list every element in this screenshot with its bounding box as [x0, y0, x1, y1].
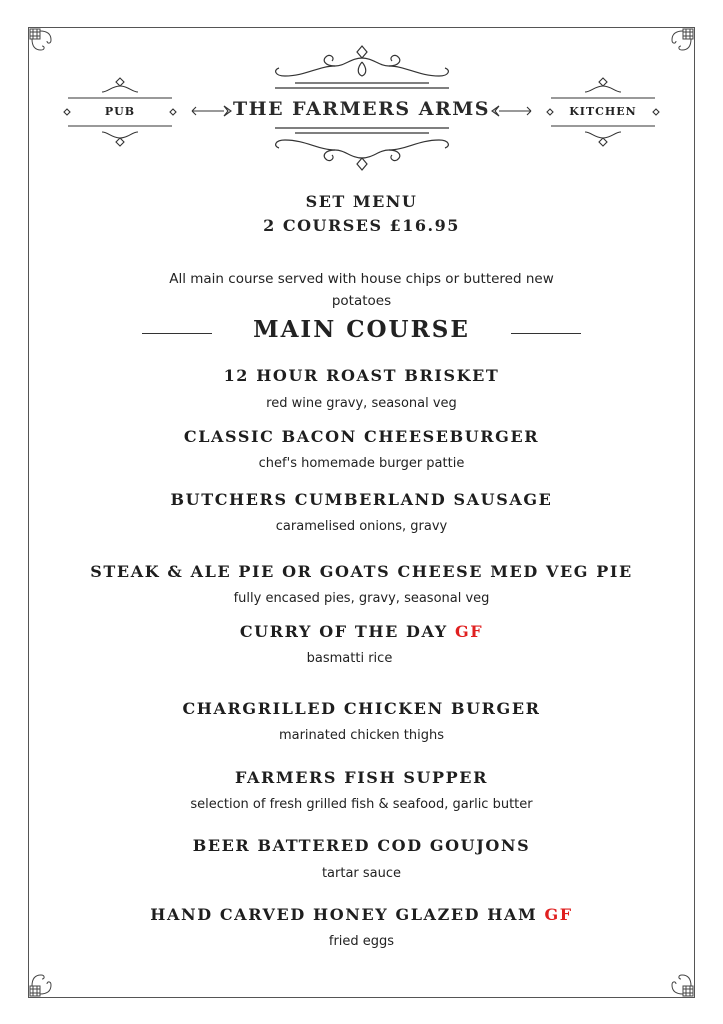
serving-note: All main course served with house chips or buttered new potatoes — [169, 271, 554, 309]
dish-name: CLASSIC BACON CHEESEBURGER — [183, 427, 540, 446]
dish-description: selection of fresh grilled fish & seafood, garlic butter — [190, 797, 533, 812]
corner-ornament-icon — [29, 971, 55, 997]
pub-name-title: THE FARMERS ARMS — [232, 98, 491, 120]
dish-name-with-tag — [0, 622, 723, 641]
corner-ornament-icon — [29, 28, 55, 54]
dish-name: CHARGRILLED CHICKEN BURGER — [182, 699, 541, 718]
corner-ornament-icon — [668, 971, 694, 997]
dish-name: FARMERS FISH SUPPER — [234, 768, 488, 787]
header-top-flourish-icon — [265, 42, 459, 94]
dish-description: fully encased pies, gravy, seasonal veg — [233, 591, 490, 606]
set-menu-heading — [0, 190, 723, 238]
dish-name: 12 HOUR ROAST BRISKET — [223, 366, 500, 385]
dish-description: red wine gravy, seasonal veg — [266, 396, 457, 411]
dish-name: CURRY OF THE DAY — [239, 622, 448, 641]
dish-description: tartar sauce — [321, 866, 402, 881]
set-menu-title: SET MENU — [305, 192, 418, 211]
section-divider-right — [511, 333, 581, 334]
dish-name: BEER BATTERED COD GOUJONS — [192, 836, 531, 855]
dish-description: fried eggs — [328, 934, 395, 949]
dish-name-with-tag — [0, 905, 723, 924]
dish-name: BUTCHERS CUMBERLAND SAUSAGE — [170, 490, 553, 509]
dish-description: caramelised onions, gravy — [275, 519, 448, 534]
dish-description: chef's homemade burger pattie — [258, 456, 465, 471]
gluten-free-tag: GF — [544, 905, 573, 924]
dish-description: marinated chicken thighs — [278, 728, 445, 743]
dish-description: basmatti rice — [306, 651, 393, 666]
header-bottom-flourish-icon — [265, 122, 459, 174]
pub-label: PUB — [104, 105, 136, 118]
kitchen-label: KITCHEN — [569, 105, 637, 118]
section-title: MAIN COURSE — [253, 316, 470, 343]
dish-name: STEAK & ALE PIE OR GOATS CHEESE MED VEG PIE — [90, 562, 633, 581]
set-menu-price: 2 COURSES £16.95 — [263, 216, 460, 235]
dish-name: HAND CARVED HONEY GLAZED HAM — [150, 905, 538, 924]
corner-ornament-icon — [668, 28, 694, 54]
gluten-free-tag: GF — [454, 622, 484, 641]
